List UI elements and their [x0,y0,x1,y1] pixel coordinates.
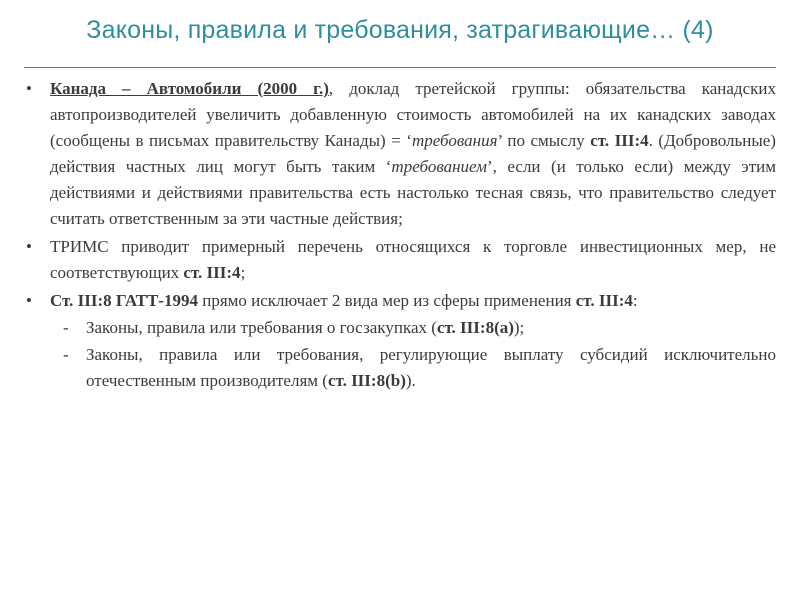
bullet-canada-autos [24,76,776,232]
sub-item-text: ). [405,371,416,390]
bullet-text: прямо исключает 2 вида мер из сферы применения [197,291,576,310]
article-ref: ст. III:4 [575,291,633,310]
sub-item-subsidies [24,342,776,394]
article-ref: ст. III:4 [183,263,241,282]
sub-item-text: ); [513,318,525,337]
bullet-text: ’, если (и только если) между этим действиями и действиями правительства есть настолько тесная связь, что правительство следует считать ответственным за эти частные действия; [50,157,776,228]
bullet-text: . (Добровольные) действия частных лиц могут быть таким ‘ [50,131,776,176]
italic-term: требования [411,131,498,150]
article-ref: ст. III:4 [590,131,649,150]
article-ref: ст. III:8(a) [436,318,514,337]
slide-body [24,76,776,394]
bullet-trims [24,234,776,286]
bullet-marker: • [26,237,32,256]
sub-item-procurement [24,315,776,341]
title-divider [24,67,776,68]
bullet-gatt-iii8 [24,288,776,314]
bullet-text: , доклад третейской группы: обязательства канадских автопроизводителей увеличить добавленную стоимость автомобилей на их канадских заводах (сообщены в письмах правительству Канады) = ‘ [50,79,776,150]
article-ref: ст. III:8(b) [327,371,406,390]
slide-title: Законы, правила и требования, затрагивающие… (4) [86,16,714,44]
bullet-marker: • [26,79,32,98]
dash-marker: - [63,318,69,337]
sub-item-text: Законы, правила или требования, регулирующие выплату субсидий исключительно отечественным производителям ( [86,345,776,390]
article-ref: Ст. III:8 ГАТТ-1994 [50,291,198,310]
italic-term: требованием [391,157,488,176]
sub-item-text: Законы, правила или требования о госзакупках ( [86,318,437,337]
bullet-text: ; [240,263,246,282]
bullet-text: ТРИМС приводит примерный перечень относящихся к торговле инвестиционных мер, не соответствующих [50,237,776,282]
case-link-canada-autos[interactable]: Канада – Автомобили (2000 г.) [50,79,329,98]
bullet-text: : [632,291,638,310]
bullet-text: ’ по смыслу [497,131,591,150]
dash-marker: - [63,345,69,364]
bullet-marker: • [26,291,32,310]
